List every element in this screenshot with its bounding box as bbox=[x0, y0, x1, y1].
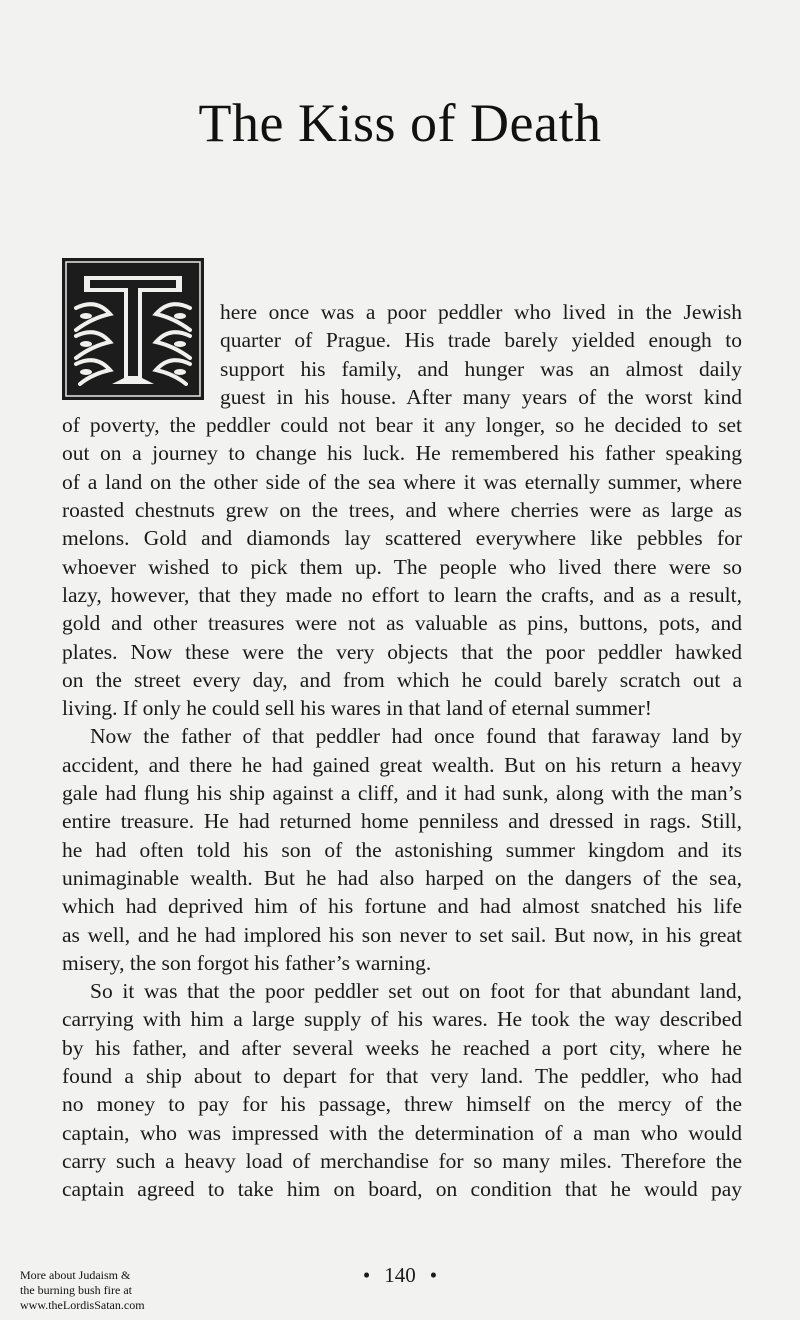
text-line: by his father, and after several weeks he reached a port city, where he bbox=[62, 1035, 742, 1060]
text-line: on the street every day, and from which he could barely scratch out a bbox=[62, 667, 742, 692]
watermark-line: www.theLordisSatan.com bbox=[20, 1298, 145, 1312]
decorated-initial-icon bbox=[62, 258, 204, 400]
text-line: as well, and he had implored his son never to set sail. But now, in his great bbox=[62, 922, 742, 947]
text-line: here once was a poor peddler who lived in the Jewish bbox=[220, 300, 742, 324]
text-line: of a land on the other side of the sea where it was eternally summer, where bbox=[62, 469, 742, 494]
text-line: plates. Now these were the very objects that the poor peddler hawked bbox=[62, 639, 742, 664]
text-line: roasted chestnuts grew on the trees, and where cherries were as large as bbox=[62, 498, 742, 523]
text-line: entire treasure. He had returned home penniless and dressed in rags. Still, bbox=[62, 809, 742, 834]
text-line: found a ship about to depart for that very land. The peddler, who had bbox=[62, 1064, 742, 1089]
text-line: captain agreed to take him on board, on condition that he would pay bbox=[62, 1177, 742, 1202]
story-text bbox=[62, 298, 742, 1204]
text-line: out on a journey to change his luck. He remembered his father speaking bbox=[62, 441, 742, 466]
website-watermark bbox=[20, 1268, 145, 1313]
text-line: So it was that the poor peddler set out on foot for that abundant land, bbox=[90, 979, 742, 1004]
text-line: whoever wished to pick them up. The people who lived there were so bbox=[62, 554, 742, 579]
text-line: accident, and there he had gained great wealth. But on his return a heavy bbox=[62, 752, 742, 777]
text-line: carrying with him a large supply of his wares. He took the way described bbox=[62, 1007, 742, 1032]
text-line: gale had flung his ship against a cliff, and it had sunk, along with the man’s bbox=[62, 781, 742, 806]
text-line: no money to pay for his passage, threw himself on the mercy of the bbox=[62, 1092, 742, 1117]
text-line: of poverty, the peddler could not bear it any longer, so he decided to set bbox=[62, 413, 742, 438]
text-line: melons. Gold and diamonds lay scattered everywhere like pebbles for bbox=[62, 526, 742, 551]
text-line: support his family, and hunger was an almost daily bbox=[220, 356, 742, 381]
text-line: captain, who was impressed with the determination of a man who would bbox=[62, 1120, 742, 1145]
text-line: lazy, however, that they made no effort to learn the crafts, and as a result, bbox=[62, 582, 742, 607]
watermark-line: the burning bush fire at bbox=[20, 1283, 132, 1297]
watermark-line: More about Judaism & bbox=[20, 1268, 131, 1282]
text-line: unimaginable wealth. But he had also harped on the dangers of the sea, bbox=[62, 865, 742, 890]
chapter-title: The Kiss of Death bbox=[198, 93, 602, 153]
text-line: guest in his house. After many years of the worst kind bbox=[220, 384, 742, 409]
bullet-icon: • bbox=[362, 1263, 371, 1287]
bullet-icon: • bbox=[429, 1263, 438, 1287]
text-line: Now the father of that peddler had once found that faraway land by bbox=[90, 724, 742, 749]
text-line: carry such a heavy load of merchandise for so many miles. Therefore the bbox=[62, 1148, 742, 1173]
text-line: misery, the son forgot his father’s warning. bbox=[62, 950, 432, 975]
text-line: living. If only he could sell his wares in that land of eternal summer! bbox=[62, 696, 652, 721]
text-line: gold and other treasures were not as valuable as pins, buttons, pots, and bbox=[62, 611, 742, 636]
text-line: quarter of Prague. His trade barely yielded enough to bbox=[220, 328, 742, 353]
text-line: which had deprived him of his fortune and had almost snatched his life bbox=[62, 894, 742, 919]
text-line: he had often told his son of the astonishing summer kingdom and its bbox=[62, 837, 742, 862]
page-number: 140 bbox=[384, 1263, 416, 1287]
